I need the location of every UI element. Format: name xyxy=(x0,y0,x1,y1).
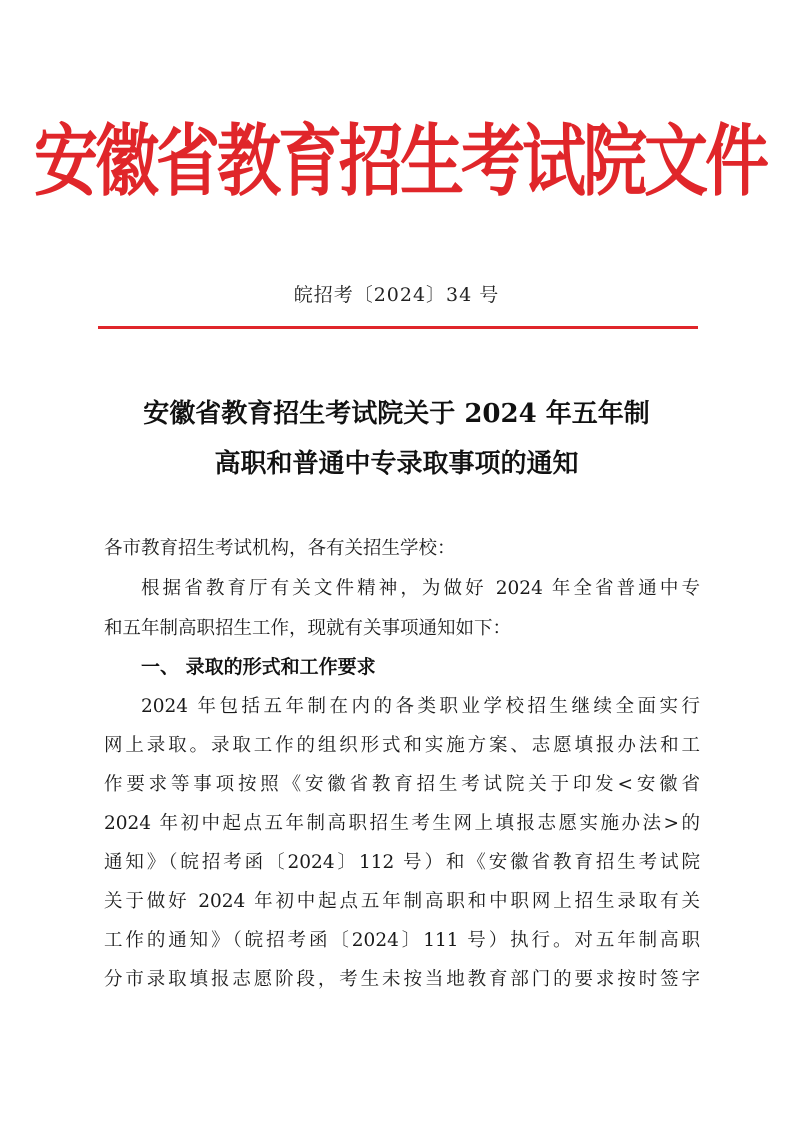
paragraph-line: 通知》（皖招考函〔2024〕112 号）和《安徽省教育招生考试院 xyxy=(104,852,700,873)
document-title-line-2: 高职和普通中专录取事项的通知 xyxy=(214,449,579,479)
red-divider-line xyxy=(98,326,698,329)
intro-line-2: 和五年制高职招生工作，现就有关事项通知如下： xyxy=(104,618,512,639)
document-number: 皖招考〔2024〕34 号 xyxy=(293,284,500,306)
document-title-line-1: 安徽省教育招生考试院关于 2024 年五年制 xyxy=(143,399,650,429)
section-1-heading: 一、 录取的形式和工作要求 xyxy=(141,656,376,678)
document-masthead: 安徽省教育招生考试院文件 xyxy=(34,117,766,208)
paragraph-line: 2024 年包括五年制在内的各类职业学校招生继续全面实行 xyxy=(141,696,700,717)
paragraph-line: 分市录取填报志愿阶段，考生未按当地教育部门的要求按时签字 xyxy=(104,969,700,990)
paragraph-line: 网上录取。录取工作的组织形式和实施方案、志愿填报办法和工 xyxy=(104,735,700,756)
paragraph-line: 2024 年初中起点五年制高职招生考生网上填报志愿实施办法>的 xyxy=(104,813,700,834)
paragraph-line: 关于做好 2024 年初中起点五年制高职和中职网上招生录取有关 xyxy=(104,891,700,912)
paragraph-line: 工作的通知》（皖招考函〔2024〕111 号）执行。对五年制高职 xyxy=(104,930,700,951)
salutation: 各市教育招生考试机构，各有关招生学校： xyxy=(104,538,456,559)
paragraph-line: 作要求等事项按照《安徽省教育招生考试院关于印发<安徽省 xyxy=(104,774,700,795)
intro-line-1: 根据省教育厅有关文件精神，为做好 2024 年全省普通中专 xyxy=(141,578,700,599)
